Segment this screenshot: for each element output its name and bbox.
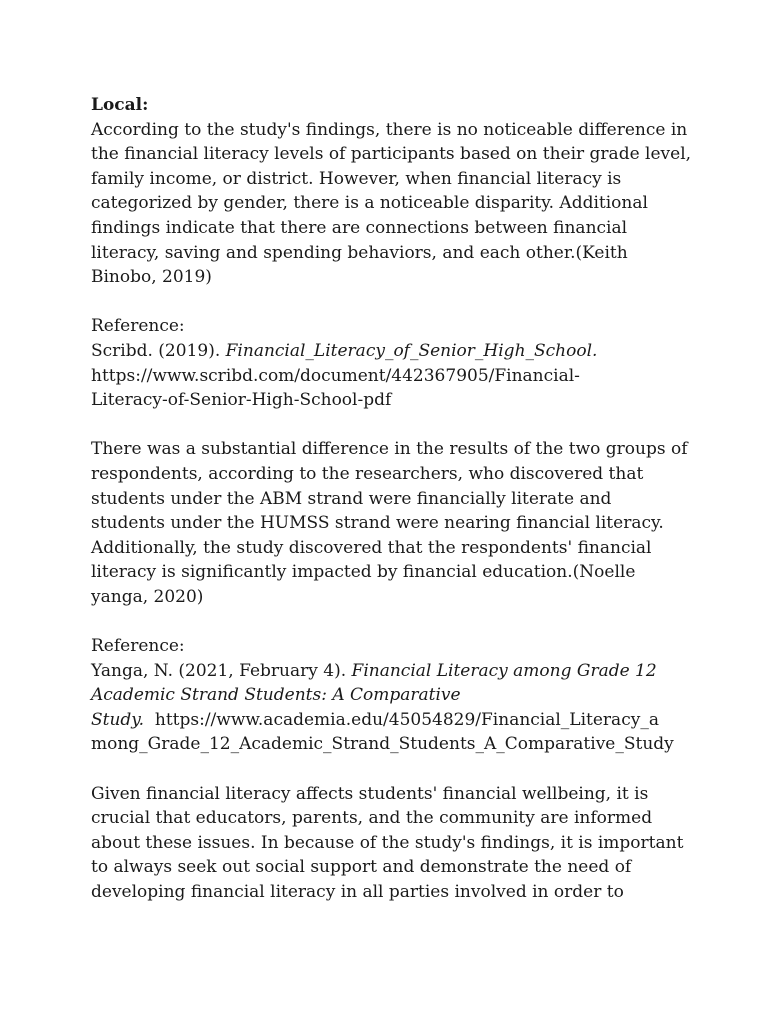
paragraph-line: Binobo, 2019): [91, 267, 212, 288]
paragraph-spacer: [91, 609, 691, 634]
reference-url: mong_Grade_12_Academic_Strand_Students_A_Comparative_Study: [91, 734, 674, 755]
reference-label: Reference:: [91, 636, 185, 657]
paragraph-line: developing financial literacy in all parties involved in order to: [91, 882, 624, 902]
paragraph-line: According to the study's findings, there is no noticeable difference in: [91, 119, 688, 140]
reference-label: Reference:: [91, 316, 185, 337]
reference-url: https://www.scribd.com/document/442367905/Financial-: [91, 365, 580, 386]
paragraph-1: [91, 118, 691, 290]
reference-source: Scribd. (2019).: [91, 340, 226, 361]
paragraph-line: family income, or district. However, when financial literacy is: [91, 168, 622, 189]
paragraph-line: to always seek out social support and demonstrate the need of: [91, 857, 632, 878]
paragraph-line: respondents, according to the researchers, who discovered that: [91, 463, 644, 484]
reference-url: Literacy-of-Senior-High-School-pdf: [91, 390, 392, 411]
reference-title: Academic Strand Students: A Comparative: [91, 685, 461, 706]
paragraph-line: students under the ABM strand were financially literate and: [91, 488, 612, 509]
paragraph-line: There was a substantial difference in the results of the two groups of: [91, 439, 688, 460]
section-heading: Local:: [91, 95, 149, 115]
reference-title: Study.: [91, 709, 145, 730]
paragraph-line: students under the HUMSS strand were nearing financial literacy.: [91, 513, 664, 534]
paragraph-line: categorized by gender, there is a noticeable disparity. Additional: [91, 193, 648, 214]
reference-citation: [91, 339, 691, 364]
paragraph-spacer: [91, 413, 691, 438]
paragraph-spacer: [91, 290, 691, 315]
reference-url: https://www.academia.edu/45054829/Financial_Literacy_a: [144, 709, 659, 730]
paragraph-line: literacy, saving and spending behaviors, and each other.(Keith: [91, 242, 628, 263]
paragraph-line: the financial literacy levels of participants based on their grade level,: [91, 144, 692, 165]
paragraph-3: [91, 782, 691, 905]
reference-title: Financial Literacy among Grade 12: [351, 660, 657, 681]
paragraph-line: literacy is significantly impacted by financial education.(Noelle: [91, 562, 636, 583]
reference-source: Yanga, N. (2021, February 4).: [91, 660, 352, 681]
paragraph-line: Additionally, the study discovered that the respondents' financial: [91, 537, 652, 558]
paragraph-2: [91, 437, 691, 609]
reference-citation: [91, 708, 691, 733]
reference-title: Financial_Literacy_of_Senior_High_School.: [225, 340, 598, 361]
reference-1: [91, 314, 691, 412]
paragraph-spacer: [91, 757, 691, 782]
paragraph-line: crucial that educators, parents, and the community are informed: [91, 808, 653, 829]
document-body: [91, 93, 691, 905]
reference-citation: [91, 659, 691, 684]
paragraph-line: yanga, 2020): [91, 586, 204, 607]
reference-2: [91, 634, 691, 757]
paragraph-line: about these issues. In because of the study's findings, it is important: [91, 832, 684, 853]
paragraph-line: Given financial literacy affects students' financial wellbeing, it is: [91, 783, 649, 804]
paragraph-line: findings indicate that there are connections between financial: [91, 217, 628, 238]
